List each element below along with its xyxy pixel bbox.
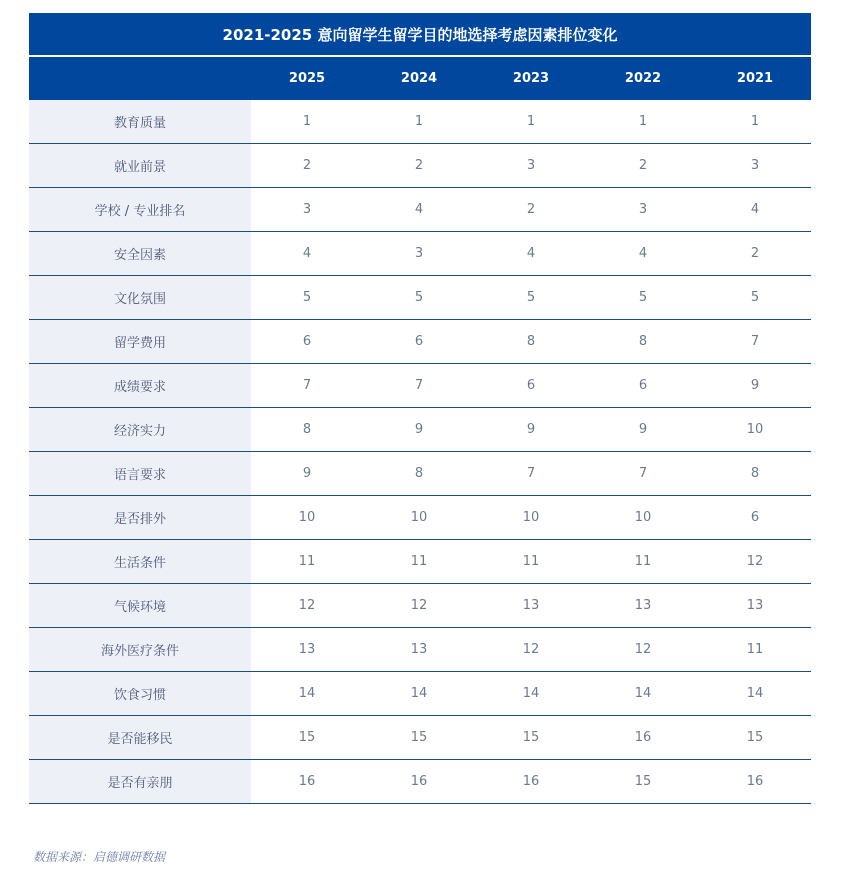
row-label: 气候环境 (29, 584, 251, 628)
rank-cell: 7 (587, 452, 699, 496)
rank-cell: 14 (587, 672, 699, 716)
rank-cell: 15 (699, 716, 811, 760)
column-header: 2024 (363, 57, 475, 100)
rank-cell: 14 (699, 672, 811, 716)
rank-cell: 1 (587, 100, 699, 144)
rank-cell: 8 (363, 452, 475, 496)
rank-cell: 3 (363, 232, 475, 276)
rank-cell: 12 (587, 628, 699, 672)
rank-cell: 12 (251, 584, 363, 628)
rank-cell: 3 (699, 144, 811, 188)
rank-cell: 12 (475, 628, 587, 672)
rank-cell: 6 (587, 364, 699, 408)
row-label: 生活条件 (29, 540, 251, 584)
table-row (29, 672, 811, 716)
rank-cell: 2 (363, 144, 475, 188)
rank-cell: 6 (475, 364, 587, 408)
rank-cell: 12 (363, 584, 475, 628)
rank-cell: 12 (699, 540, 811, 584)
rank-cell: 15 (587, 760, 699, 804)
rank-cell: 9 (699, 364, 811, 408)
rank-cell: 6 (363, 320, 475, 364)
data-source-note: 数据来源：启德调研数据 (33, 850, 166, 864)
rank-cell: 6 (251, 320, 363, 364)
row-label: 是否能移民 (29, 716, 251, 760)
rank-cell: 8 (251, 408, 363, 452)
rank-cell: 10 (475, 496, 587, 540)
rank-cell: 1 (475, 100, 587, 144)
rank-cell: 4 (699, 188, 811, 232)
table-row (29, 408, 811, 452)
rank-cell: 8 (475, 320, 587, 364)
rank-cell: 8 (699, 452, 811, 496)
rank-cell: 7 (363, 364, 475, 408)
row-label: 饮食习惯 (29, 672, 251, 716)
table-row (29, 144, 811, 188)
column-header: 2021 (699, 57, 811, 100)
row-label: 文化氛围 (29, 276, 251, 320)
rank-cell: 1 (699, 100, 811, 144)
row-label: 留学费用 (29, 320, 251, 364)
rank-cell: 3 (251, 188, 363, 232)
rank-cell: 11 (587, 540, 699, 584)
table-row (29, 232, 811, 276)
rank-cell: 10 (699, 408, 811, 452)
table-row (29, 188, 811, 232)
rank-cell: 4 (363, 188, 475, 232)
rank-cell: 7 (251, 364, 363, 408)
rank-cell: 5 (587, 276, 699, 320)
table-row (29, 320, 811, 364)
rank-cell: 10 (587, 496, 699, 540)
row-label: 学校 / 专业排名 (29, 188, 251, 232)
column-header: 2025 (251, 57, 363, 100)
rank-cell: 2 (251, 144, 363, 188)
rank-cell: 13 (699, 584, 811, 628)
row-label: 经济实力 (29, 408, 251, 452)
rank-cell: 14 (363, 672, 475, 716)
table-body (29, 100, 811, 804)
rank-cell: 2 (475, 188, 587, 232)
rank-cell: 8 (587, 320, 699, 364)
rank-cell: 9 (587, 408, 699, 452)
rank-cell: 5 (251, 276, 363, 320)
row-label: 成绩要求 (29, 364, 251, 408)
rank-cell: 3 (587, 188, 699, 232)
rank-cell: 9 (363, 408, 475, 452)
rank-cell: 16 (251, 760, 363, 804)
table-row (29, 276, 811, 320)
ranking-table (29, 57, 811, 804)
rank-cell: 11 (475, 540, 587, 584)
table-row (29, 540, 811, 584)
table-row (29, 364, 811, 408)
rank-cell: 5 (363, 276, 475, 320)
rank-cell: 14 (251, 672, 363, 716)
rank-cell: 5 (699, 276, 811, 320)
row-label: 是否排外 (29, 496, 251, 540)
rank-cell: 2 (699, 232, 811, 276)
rank-cell: 11 (251, 540, 363, 584)
rank-cell: 16 (587, 716, 699, 760)
column-header: 2022 (587, 57, 699, 100)
rank-cell: 1 (363, 100, 475, 144)
table-row (29, 496, 811, 540)
rank-cell: 13 (363, 628, 475, 672)
rank-cell: 15 (363, 716, 475, 760)
rank-cell: 7 (699, 320, 811, 364)
table-row (29, 100, 811, 144)
rank-cell: 3 (475, 144, 587, 188)
rank-cell: 5 (475, 276, 587, 320)
header-corner (29, 57, 251, 100)
row-label: 安全因素 (29, 232, 251, 276)
rank-cell: 11 (363, 540, 475, 584)
row-label: 就业前景 (29, 144, 251, 188)
rank-cell: 15 (475, 716, 587, 760)
column-header: 2023 (475, 57, 587, 100)
row-label: 海外医疗条件 (29, 628, 251, 672)
row-label: 是否有亲朋 (29, 760, 251, 804)
table-title: 2021-2025 意向留学生留学目的地选择考虑因素排位变化 (29, 13, 811, 55)
rank-cell: 9 (475, 408, 587, 452)
rank-cell: 4 (251, 232, 363, 276)
rank-cell: 13 (587, 584, 699, 628)
table-row (29, 452, 811, 496)
rank-cell: 16 (363, 760, 475, 804)
table-row (29, 584, 811, 628)
rank-cell: 14 (475, 672, 587, 716)
row-label: 语言要求 (29, 452, 251, 496)
rank-cell: 4 (587, 232, 699, 276)
rank-cell: 9 (251, 452, 363, 496)
rank-cell: 7 (475, 452, 587, 496)
table-row (29, 716, 811, 760)
rank-cell: 4 (475, 232, 587, 276)
rank-cell: 11 (699, 628, 811, 672)
rank-cell: 10 (363, 496, 475, 540)
rank-cell: 13 (251, 628, 363, 672)
ranking-table-container (29, 13, 811, 804)
rank-cell: 6 (699, 496, 811, 540)
rank-cell: 15 (251, 716, 363, 760)
rank-cell: 10 (251, 496, 363, 540)
table-row (29, 628, 811, 672)
table-row (29, 760, 811, 804)
rank-cell: 1 (251, 100, 363, 144)
rank-cell: 16 (475, 760, 587, 804)
rank-cell: 16 (699, 760, 811, 804)
rank-cell: 2 (587, 144, 699, 188)
rank-cell: 13 (475, 584, 587, 628)
header-row (29, 57, 811, 100)
row-label: 教育质量 (29, 100, 251, 144)
